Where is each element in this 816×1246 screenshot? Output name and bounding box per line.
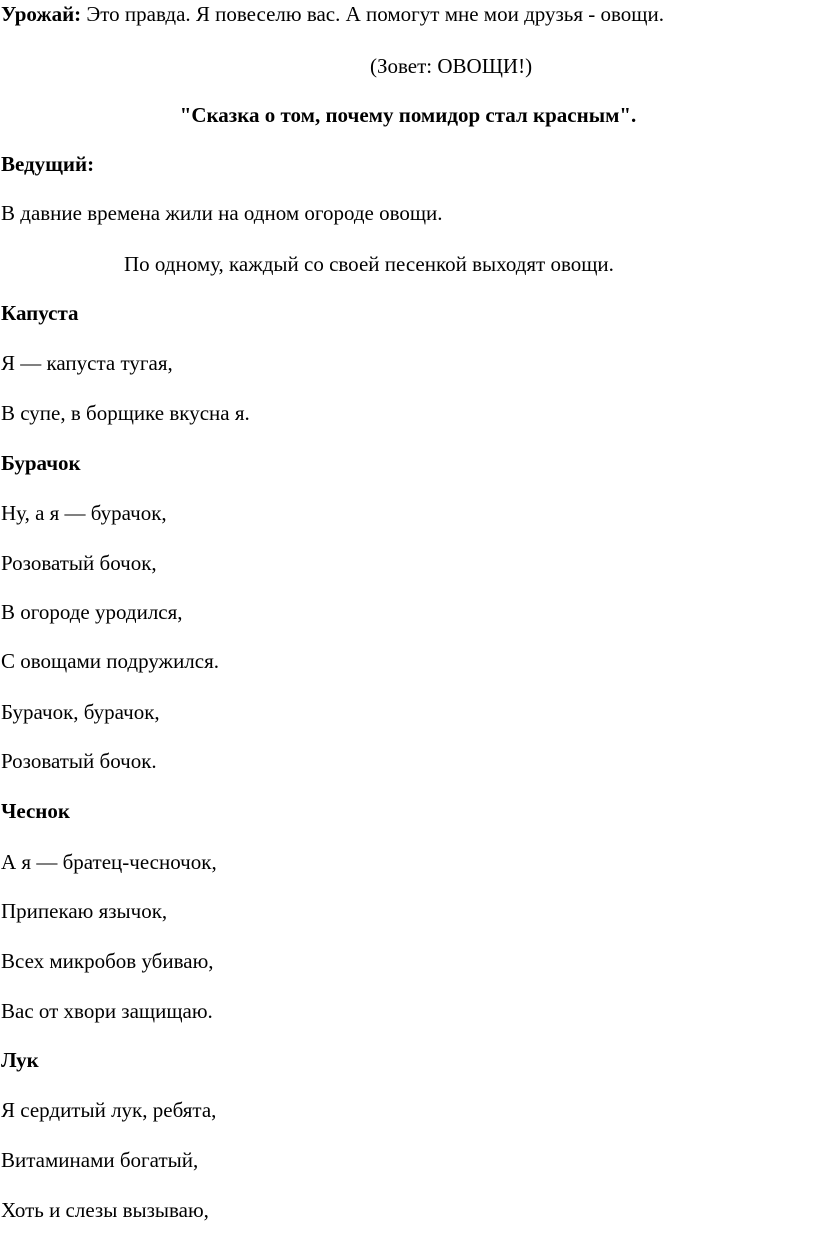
verse-line: Вас от хвори защищаю. (1, 999, 213, 1023)
speaker-name: Бурачок (1, 451, 81, 475)
stage-direction: По одному, каждый со своей песенкой выходят овощи. (124, 252, 614, 276)
verse-line: Розоватый бочок, (1, 551, 157, 575)
speaker-name: Капуста (1, 301, 79, 325)
verse-line: Розоватый бочок. (1, 749, 157, 773)
verse-line: Я — капуста тугая, (1, 351, 173, 375)
verse-line: Всех микробов убиваю, (1, 949, 214, 973)
intro-paragraph (1, 2, 664, 26)
story-title: "Сказка о том, почему помидор стал красным". (179, 103, 637, 127)
verse-line: А я — братец-чесночок, (1, 850, 217, 874)
verse-line: Хоть и слезы вызываю, (1, 1198, 209, 1222)
verse-line: Бурачок, бурачок, (1, 700, 160, 724)
verse-line: В огороде уродился, (1, 600, 183, 624)
call-line: (Зовет: ОВОЩИ!) (370, 54, 533, 78)
speaker-name: Чеснок (1, 799, 71, 823)
speaker-name: Ведущий: (1, 152, 95, 176)
verse-line: В супе, в борщике вкусна я. (1, 401, 250, 425)
speaker-name: Лук (1, 1048, 39, 1072)
speaker-name: Урожай: (1, 2, 82, 26)
host-text: В давние времена жили на одном огороде овощи. (1, 201, 443, 225)
verse-line: Припекаю язычок, (1, 899, 168, 923)
verse-line: Ну, а я — бурачок, (1, 501, 167, 525)
verse-line: Витаминами богатый, (1, 1148, 199, 1172)
verse-line: С овощами подружился. (1, 649, 220, 673)
intro-text: Это правда. Я повеселю вас. А помогут мне мои друзья - овощи. (81, 2, 664, 26)
verse-line: Я сердитый лук, ребята, (1, 1098, 217, 1122)
